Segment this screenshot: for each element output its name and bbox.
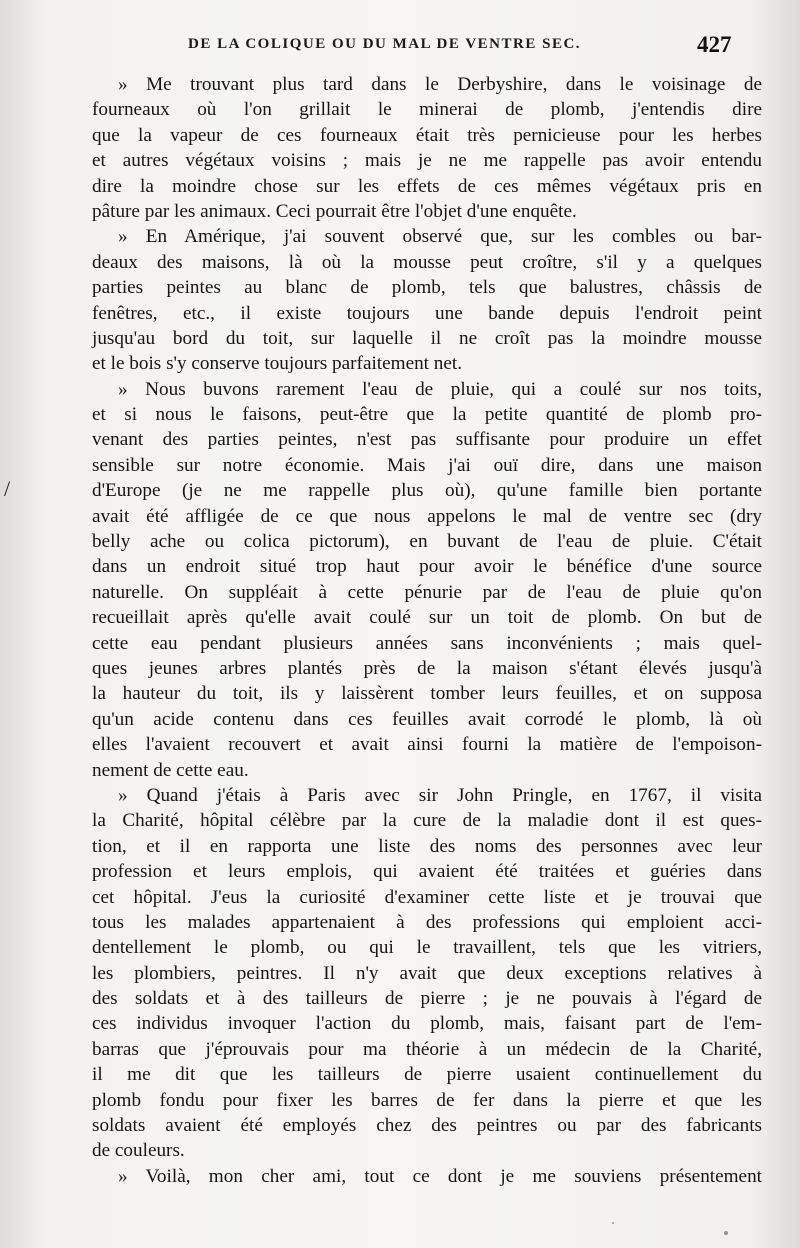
text-line: de couleurs. <box>92 1140 185 1162</box>
text-line: nement de cette eau. <box>92 759 249 781</box>
text-line: » Voilà, mon cher ami, tout ce dont je me souviens présentement <box>118 1165 762 1187</box>
text-line: profession et leurs emplois, qui avaient été traitées et guéries dans <box>92 861 762 883</box>
text-line: les plombiers, peintres. Il n'y avait que deux exceptions relatives à <box>92 962 762 984</box>
body-text <box>92 72 762 1189</box>
text-line: qu'un acide contenu dans ces feuilles avait corrodé le plomb, là où <box>92 708 762 730</box>
text-line: tous les malades appartenaient à des professions qui emploient acci- <box>92 911 762 933</box>
text-line: plomb fondu pour fixer les barres de fer dans la pierre et que les <box>92 1089 762 1111</box>
text-line: elles l'avaient recouvert et avait ainsi fourni la matière de l'empoison- <box>92 734 762 756</box>
text-line: ces individus invoquer l'action du plomb, mais, faisant part de l'em- <box>92 1013 762 1035</box>
text-line: cette eau pendant plusieurs années sans inconvénients ; mais quel- <box>92 632 762 654</box>
text-line: et le bois s'y conserve toujours parfaitement net. <box>92 353 463 375</box>
text-line: soldats avaient été employés chez des peintres ou par des fabricants <box>92 1115 762 1137</box>
text-line: des soldats et à des tailleurs de pierre ; je ne pouvais à l'égard de <box>92 988 762 1010</box>
text-line: dire la moindre chose sur les effets de ces mêmes végétaux pris en <box>92 175 762 197</box>
text-line: » Nous buvons rarement l'eau de pluie, qui a coulé sur nos toits, <box>118 378 762 400</box>
text-line: sensible sur notre économie. Mais j'ai ouï dire, dans une maison <box>92 454 762 476</box>
text-line: ques jeunes arbres plantés près de la maison s'étant élevés jusqu'à <box>92 657 762 679</box>
text-line: dentellement le plomb, ou qui le travaillent, tels que les vitriers, <box>92 937 762 959</box>
print-speck <box>724 1231 728 1235</box>
text-line: » Quand j'étais à Paris avec sir John Pringle, en 1767, il visita <box>118 784 762 806</box>
text-line: belly ache ou colica pictorum), en buvant de l'eau de pluie. C'était <box>92 531 762 553</box>
text-line: d'Europe (je ne me rappelle plus où), qu'une famille bien portante <box>92 480 762 502</box>
text-line: la Charité, hôpital célèbre par la cure de la maladie dont il est ques- <box>92 810 762 832</box>
text-line: venant des parties peintes, n'est pas suffisante pour produire un effet <box>92 429 762 451</box>
text-line: deaux des maisons, là où la mousse peut croître, s'il y a quelques <box>92 251 762 273</box>
text-line: fourneaux où l'on grillait le minerai de plomb, j'entendis dire <box>92 99 762 121</box>
running-title: DE LA COLIQUE OU DU MAL DE VENTRE SEC. <box>188 36 582 52</box>
print-speck <box>612 1222 614 1224</box>
text-line: jusqu'au bord du toit, sur laquelle il ne croît pas la moindre mousse <box>92 327 762 349</box>
text-line: que la vapeur de ces fourneaux était très pernicieuse pour les herbes <box>92 124 762 146</box>
page-number: 427 <box>697 32 732 57</box>
text-line: et autres végétaux voisins ; mais je ne me rappelle pas avoir entendu <box>92 150 762 172</box>
text-line: avait été affligée de ce que nous appelons le mal de ventre sec (dry <box>92 505 762 527</box>
text-line: parties peintes au blanc de plomb, tels que balustres, châssis de <box>92 277 762 299</box>
text-line: » Me trouvant plus tard dans le Derbyshire, dans le voisinage de <box>118 74 762 95</box>
text-line: tion, et il en rapporta une liste des noms des personnes avec leur <box>92 835 762 857</box>
text-line: fenêtres, etc., il existe toujours une bande depuis l'endroit peint <box>92 302 762 324</box>
margin-mark: / <box>4 476 11 501</box>
text-line: dans un endroit situé trop haut pour avoir le bénéfice d'une source <box>92 556 762 578</box>
text-line: cet hôpital. J'eus la curiosité d'examiner cette liste et je trouvai que <box>92 886 762 908</box>
text-line: il me dit que les tailleurs de pierre usaient continuellement du <box>92 1064 762 1086</box>
text-line: naturelle. On suppléait à cette pénurie par de l'eau de pluie qu'on <box>92 581 762 603</box>
text-line: barras que j'éprouvais pour ma théorie à un médecin de la Charité, <box>92 1038 762 1060</box>
running-head <box>0 34 800 68</box>
text-line: la hauteur du toit, ils y laissèrent tomber leurs feuilles, et on supposa <box>92 683 762 705</box>
text-line: pâture par les animaux. Ceci pourrait être l'objet d'une enquête. <box>92 200 577 222</box>
text-line: recueillait après qu'elle avait coulé sur un toit de plomb. On but de <box>92 607 762 629</box>
text-line: et si nous le faisons, peut-être que la petite quantité de plomb pro- <box>92 404 762 426</box>
text-line: » En Amérique, j'ai souvent observé que, sur les combles ou bar- <box>118 226 762 248</box>
